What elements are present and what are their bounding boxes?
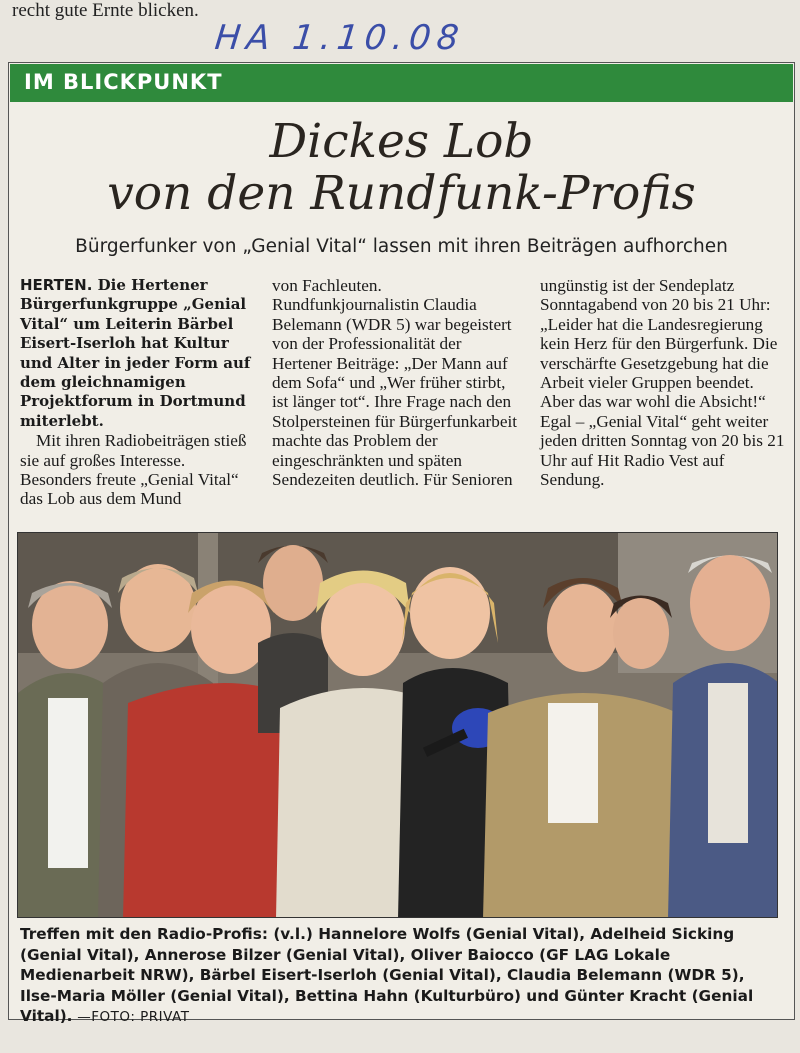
article-column-2 <box>272 276 522 489</box>
headline-line-1: Dickes Lob <box>269 114 534 169</box>
kicker-label: IM BLICKPUNKT <box>24 70 223 94</box>
dateline: HERTEN. <box>20 276 93 294</box>
article-column-3 <box>540 276 788 489</box>
group-photo <box>17 532 778 918</box>
column-3-paragraph: ungünstig ist der Sendeplatz Sonntagabend von 20 bis 21 Uhr: „Leider hat die Landesregierung kein Herz für den Bürgerfunk. Die verschärfte Gesetzgebung hat die Arbeit vieler Gruppen beendet. Aber das war wohl die Absicht!“ Egal – „Genial Vital“ geht weiter jeden dritten Sonntag von 20 bis 21 Uhr auf Hit Radio Vest auf Sendung. <box>540 276 785 490</box>
column-1-paragraph: Mit ihren Radiobeiträgen stieß sie auf großes Interesse. Besonders freute „Genial Vital“ das Lob aus dem Mund <box>20 431 247 509</box>
group-photo-illustration <box>18 533 778 918</box>
photo-caption <box>20 924 780 1028</box>
photo-credit: —FOTO: PRIVAT <box>72 1009 190 1025</box>
column-2-paragraph: von Fachleuten. Rundfunkjournalistin Claudia Belemann (WDR 5) war begeistert von der Professionalität der Hertener Beiträge: „Der Mann auf dem Sofa“ und „Wer früher stirbt, ist länger tot“. Ihre Frage nach den Stolpersteinen für Bürgerfunkarbeit machte das Problem der eingeschränkten und späten Sendezeiten deutlich. Für Senioren <box>272 276 518 490</box>
subheadline: Bürgerfunker von „Genial Vital“ lassen mit ihren Beiträgen aufhorchen <box>75 236 728 257</box>
article-column-1 <box>20 276 252 509</box>
lead-text: Die Hertener Bürgerfunkgruppe „Genial Vital“ um Leiterin Bärbel Eisert-Iserloh hat Kultur und Alter in jeder Form auf dem gleichnamigen Projektforum in Dortmund miterlebt. <box>20 276 251 430</box>
handwritten-date-note: HA 1.10.08 <box>212 18 467 58</box>
article-lead <box>20 276 252 431</box>
headline-line-2: von den Rundfunk-Profis <box>107 166 696 221</box>
previous-article-fragment: recht gute Ernte blicken. <box>12 0 199 21</box>
caption-text: Treffen mit den Radio-Profis: (v.l.) Hannelore Wolfs (Genial Vital), Adelheid Sicking (Genial Vital), Annerose Bilzer (Genial Vital), Oliver Baiocco (GF LAG Lokale Medienarbeit NRW), Bärbel Eisert-Iserloh (Genial Vital), Claudia Belemann (WDR 5), Ilse-Maria Möller (Genial Vital), Bettina Hahn (Kulturbüro) und Günter Kracht (Genial Vital). <box>20 925 754 1025</box>
